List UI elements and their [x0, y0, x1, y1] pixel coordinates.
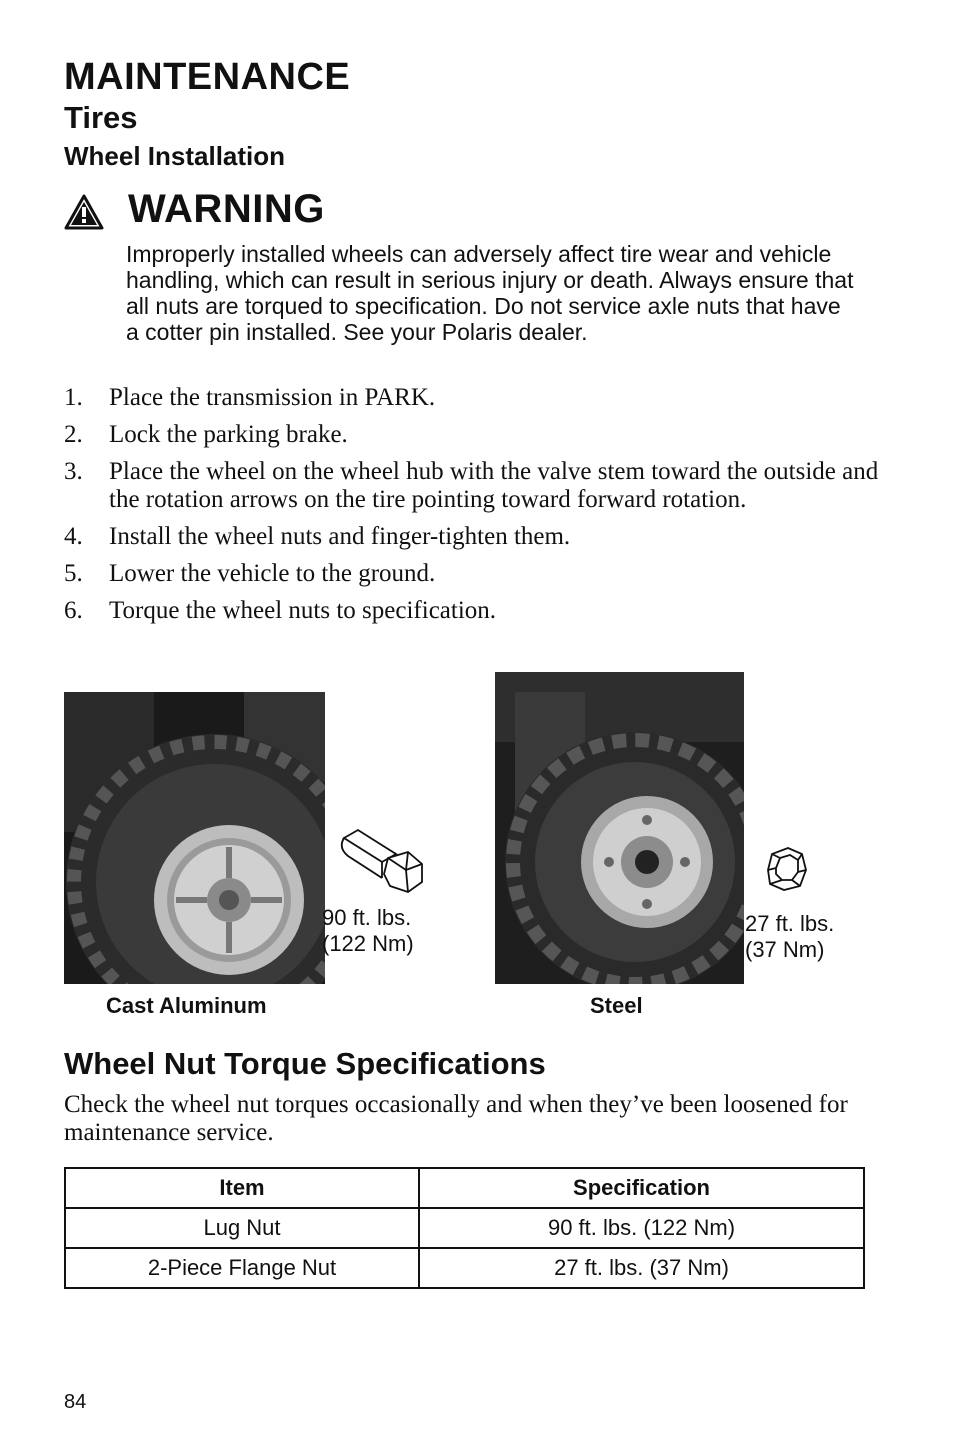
list-item	[64, 421, 884, 449]
table-header-specification: Specification	[419, 1168, 864, 1208]
page-number: 84	[64, 1391, 87, 1413]
spec-section-text: Check the wheel nut torques occasionally and when they’ve been loosened for maintenance service.	[64, 1091, 848, 1146]
topic-title: Wheel Installation	[64, 141, 286, 171]
cast-torque-nm: (122 Nm)	[322, 931, 414, 956]
steel-label: Steel	[590, 993, 643, 1018]
list-item	[64, 384, 884, 412]
warning-text: Improperly installed wheels can adversely affect tire wear and vehicle handling, which can result in serious injury or death. Always ensure that all nuts are torqued to specification. Do not service axle nuts that have a cotter pin installed. See your Polaris dealer.	[126, 241, 854, 345]
step-number: 2.	[64, 421, 83, 448]
cast-torque-value	[322, 905, 414, 957]
step-text: Install the wheel nuts and finger-tighten them.	[109, 523, 571, 550]
subsection-title: Tires	[64, 100, 138, 135]
step-text: Place the wheel on the wheel hub with the valve stem toward the outside and the rotation arrows on the tire pointing toward forward rotation.	[109, 458, 879, 513]
list-item	[64, 523, 884, 551]
cast-aluminum-label: Cast Aluminum	[106, 993, 267, 1018]
table-header-row	[65, 1168, 864, 1208]
table-row	[65, 1248, 864, 1288]
installation-steps	[64, 384, 884, 634]
list-item	[64, 458, 884, 514]
step-number: 4.	[64, 523, 83, 550]
steel-torque-value	[745, 911, 834, 963]
step-text: Torque the wheel nuts to specification.	[109, 597, 497, 624]
section-title: MAINTENANCE	[64, 56, 351, 98]
table-cell: Lug Nut	[65, 1208, 419, 1248]
spec-section-title: Wheel Nut Torque Specifications	[64, 1046, 546, 1081]
steel-torque-ftlbs: 27 ft. lbs.	[745, 911, 835, 936]
table-header-item: Item	[65, 1168, 419, 1208]
step-text: Lower the vehicle to the ground.	[109, 560, 436, 587]
table-cell: 90 ft. lbs. (122 Nm)	[419, 1208, 864, 1248]
torque-spec-table	[64, 1167, 865, 1289]
step-text: Place the transmission in PARK.	[109, 384, 436, 411]
table-row	[65, 1208, 864, 1248]
lug-nut-icon	[334, 826, 428, 896]
warning-title: WARNING	[128, 187, 325, 231]
cast-aluminum-wheel-image	[64, 692, 325, 984]
steel-wheel-image	[495, 672, 744, 984]
flange-nut-icon	[760, 842, 814, 896]
step-number: 6.	[64, 597, 83, 624]
step-text: Lock the parking brake.	[109, 421, 348, 448]
table-cell: 2-Piece Flange Nut	[65, 1248, 419, 1288]
list-item	[64, 560, 884, 588]
step-number: 1.	[64, 384, 83, 411]
steel-torque-nm: (37 Nm)	[745, 937, 825, 962]
step-number: 3.	[64, 458, 83, 485]
table-cell: 27 ft. lbs. (37 Nm)	[419, 1248, 864, 1288]
warning-triangle-icon	[64, 194, 104, 230]
cast-torque-ftlbs: 90 ft. lbs.	[322, 905, 412, 930]
list-item	[64, 597, 884, 625]
step-number: 5.	[64, 560, 83, 587]
